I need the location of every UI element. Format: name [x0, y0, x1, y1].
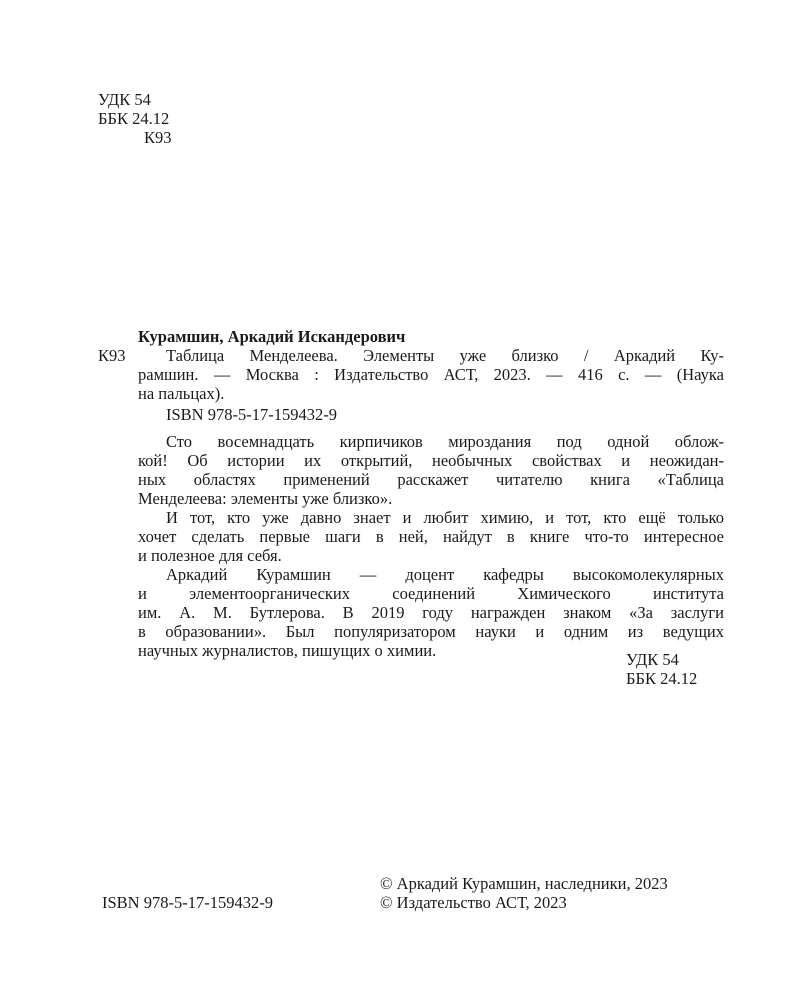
author-heading: Курамшин, Аркадий Искандерович [138, 327, 406, 346]
annotation-line: Менделеева: элементы уже близко». [138, 489, 393, 508]
annotation-paragraph-2 [138, 508, 724, 565]
annotation-line: и полезное для себя. [138, 546, 282, 565]
annotation-line: в образовании». Был популяризатором науки и одним из ведущих [138, 622, 724, 641]
copyright-publisher: © Издательство АСТ, 2023 [380, 893, 567, 912]
udk-code-annotation: УДК 54 [626, 650, 679, 669]
catalog-title-line: на пальцах). [138, 384, 225, 403]
bbk-code-annotation: ББК 24.12 [626, 669, 698, 688]
annotation-line: научных журналистов, пишущих о химии. [138, 641, 437, 660]
copyright-author: © Аркадий Курамшин, наследники, 2023 [380, 874, 668, 893]
catalog-title-block [138, 346, 724, 403]
annotation-paragraph-3 [138, 565, 724, 660]
udk-code-top: УДК 54 [98, 90, 151, 109]
catalog-title-line: Таблица Менделеева. Элементы уже близко / Аркадий Ку- [166, 346, 724, 365]
annotation-line: ных областях применений расскажет читателю книга «Таблица [138, 470, 724, 489]
catalog-isbn: ISBN 978-5-17-159432-9 [166, 405, 337, 424]
footer-isbn: ISBN 978-5-17-159432-9 [102, 893, 273, 912]
annotation-line: хочет сделать первые шаги в ней, найдут в книге что-то интересное [138, 527, 724, 546]
annotation-line: и элементоорганических соединений Химического института [138, 584, 724, 603]
catalog-title-line: рамшин. — Москва : Издательство АСТ, 2023. — 416 с. — (Наука [138, 365, 724, 384]
annotation-line: Сто восемнадцать кирпичиков мироздания под одной облож- [166, 432, 724, 451]
bbk-code-top: ББК 24.12 [98, 109, 170, 128]
annotation-paragraph-1 [138, 432, 724, 508]
annotation-line: И тот, кто уже давно знает и любит химию, и тот, кто ещё только [166, 508, 724, 527]
author-mark-catalog: К93 [98, 346, 126, 365]
annotation-line: им. А. М. Бутлерова. В 2019 году награжден знаком «За заслуги [138, 603, 724, 622]
annotation-line: кой! Об истории их открытий, необычных свойствах и неожидан- [138, 451, 724, 470]
annotation-line: Аркадий Курамшин — доцент кафедры высокомолекулярных [166, 565, 724, 584]
author-mark-top: К93 [144, 128, 172, 147]
